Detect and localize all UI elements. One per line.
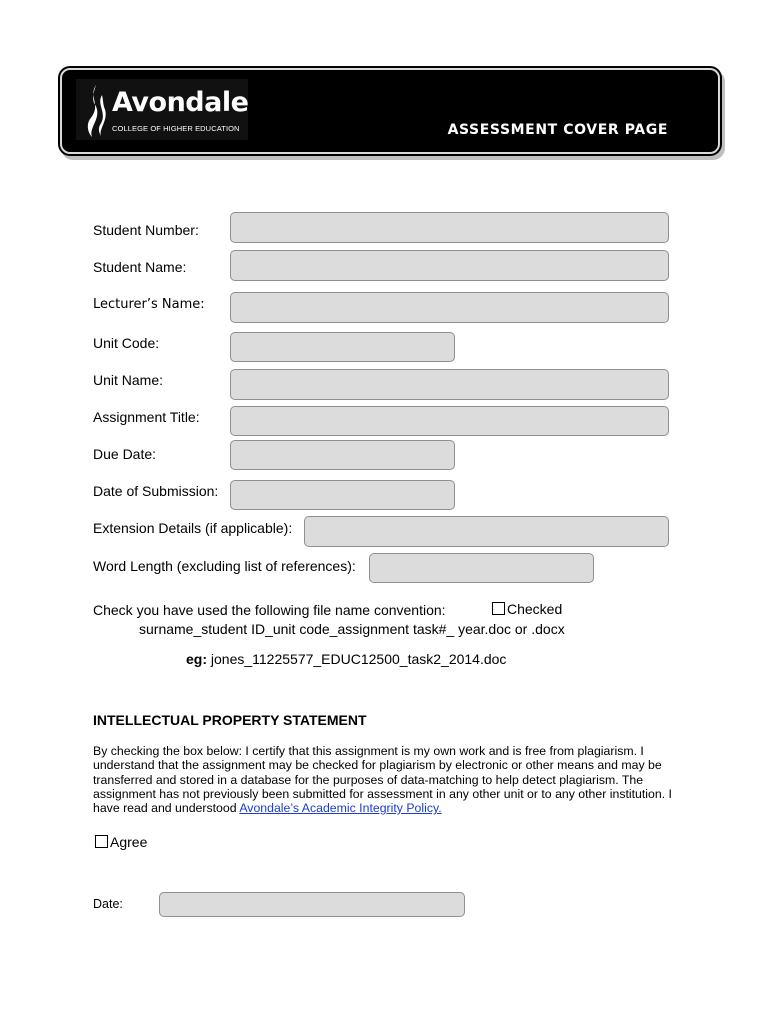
unit-name-field[interactable] (230, 369, 669, 400)
agree-checkbox[interactable] (95, 835, 108, 848)
date-of-submission-label: Date of Submission: (93, 483, 219, 499)
ip-statement-text: By checking the box below: I certify that this assignment is my own work and is free from plagiarism. I understand that the assignment may be checked for plagiarism by electronic or other means and may be transferred and stored in a database for the purposes of data-matching to help detect plagiarism. The assignment has not previously been submitted for assessment in any other unit or to any other institution. I have read and understood (93, 744, 672, 816)
student-name-label: Student Name: (93, 259, 187, 275)
agree-label: Agree (110, 834, 148, 850)
page-title: ASSESSMENT COVER PAGE (447, 122, 668, 138)
lecturer-name-field[interactable] (230, 292, 669, 323)
logo-subtitle: COLLEGE OF HIGHER EDUCATION (112, 124, 240, 133)
avondale-logo (76, 79, 248, 140)
student-number-field[interactable] (230, 212, 669, 243)
due-date-label: Due Date: (93, 446, 157, 462)
checked-label: Checked (507, 601, 563, 617)
word-length-label: Word Length (excluding list of references): (93, 558, 356, 574)
convention-prompt: Check you have used the following file name convention: (93, 602, 446, 618)
ip-statement-body (93, 744, 683, 815)
date-field[interactable] (159, 892, 465, 917)
header-banner (60, 68, 720, 154)
extension-details-field[interactable] (304, 516, 669, 547)
academic-integrity-policy-link[interactable]: Avondale’s Academic Integrity Policy. (239, 801, 442, 816)
example-label: eg: (186, 651, 207, 667)
ip-statement-title: INTELLECTUAL PROPERTY STATEMENT (93, 712, 367, 728)
flame-logo-icon (82, 83, 112, 139)
date-label: Date: (93, 897, 123, 911)
agree-checkbox-row[interactable] (95, 834, 147, 850)
example-value: jones_11225577_EDUC12500_task2_2014.doc (210, 651, 507, 667)
unit-code-label: Unit Code: (93, 335, 160, 351)
student-number-label: Student Number: (93, 222, 199, 238)
due-date-field[interactable] (230, 440, 455, 470)
checked-checkbox[interactable] (492, 602, 505, 615)
logo-name: Avondale (112, 87, 249, 118)
lecturer-name-label: Lecturer’s Name: (93, 297, 205, 312)
unit-name-label: Unit Name: (93, 372, 164, 388)
extension-details-label: Extension Details (if applicable): (93, 520, 293, 536)
word-length-field[interactable] (369, 553, 594, 583)
assignment-title-field[interactable] (230, 406, 669, 436)
convention-example (186, 651, 506, 667)
student-name-field[interactable] (230, 250, 669, 281)
convention-pattern: surname_student ID_unit code_assignment task#_ year.doc or .docx (139, 621, 565, 637)
date-of-submission-field[interactable] (230, 480, 455, 510)
assignment-title-label: Assignment Title: (93, 409, 200, 425)
checked-checkbox-row[interactable] (492, 601, 562, 617)
unit-code-field[interactable] (230, 332, 455, 362)
